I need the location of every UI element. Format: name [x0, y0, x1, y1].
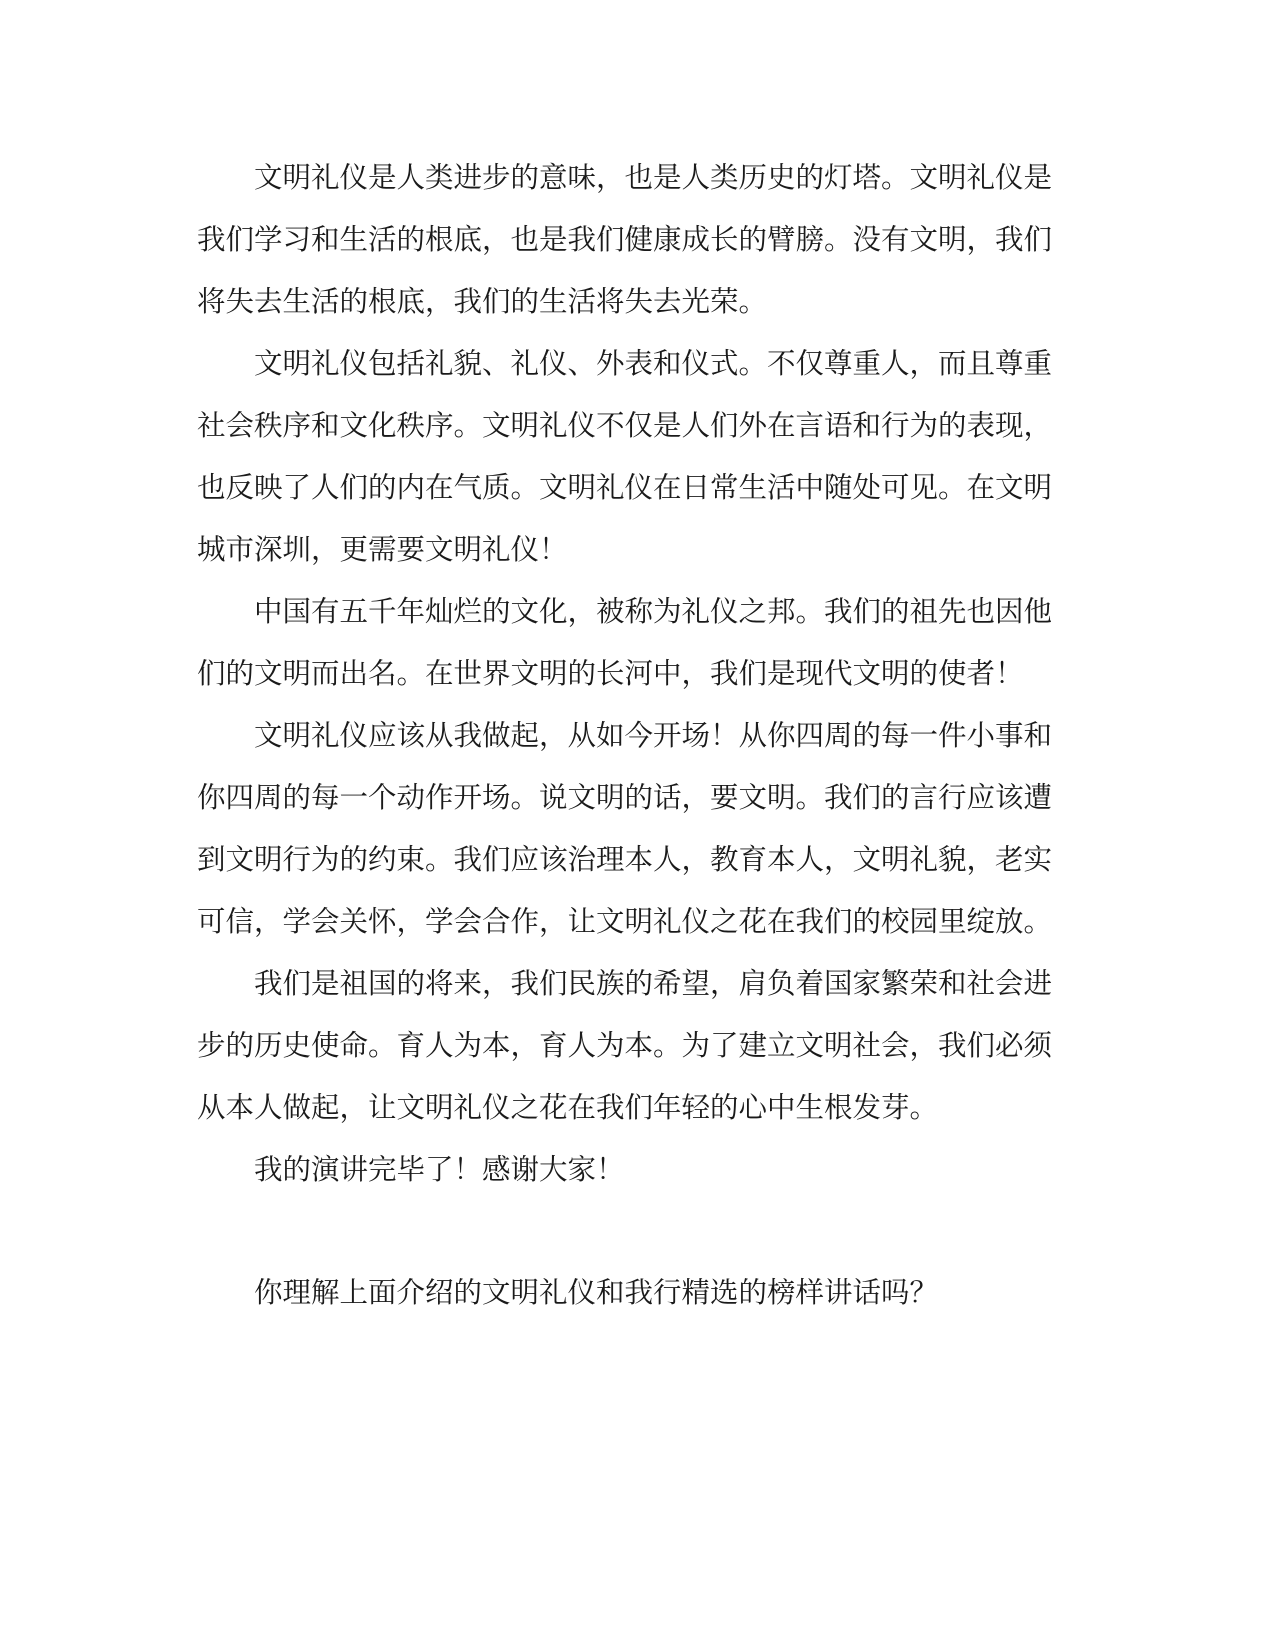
- paragraph-2-line-3: 也反映了人们的内在气质。文明礼仪在日常生活中随处可见。在文明: [197, 471, 1053, 504]
- paragraph-4-line-3: 到文明行为的约束。我们应该治理本人，教育本人，文明礼貌，老实: [197, 843, 1053, 876]
- paragraph-2-line-2: 社会秩序和文化秩序。文明礼仪不仅是人们外在言语和行为的表现，: [197, 409, 1053, 442]
- closing-line: 我的演讲完毕了！感谢大家！: [254, 1153, 625, 1186]
- paragraph-1-line-2: 我们学习和生活的根底，也是我们健康成长的臂膀。没有文明，我们: [197, 223, 1053, 256]
- paragraph-4-line-1: 文明礼仪应该从我做起，从如今开场！从你四周的每一件小事和: [254, 719, 1053, 752]
- paragraph-1-line-3: 将失去生活的根底，我们的生活将失去光荣。: [197, 285, 768, 318]
- paragraph-5-line-1: 我们是祖国的将来，我们民族的希望，肩负着国家繁荣和社会进: [254, 967, 1053, 1000]
- paragraph-3-line-1: 中国有五千年灿烂的文化，被称为礼仪之邦。我们的祖先也因他: [254, 595, 1053, 628]
- paragraph-5-line-3: 从本人做起，让文明礼仪之花在我们年轻的心中生根发芽。: [197, 1091, 939, 1124]
- paragraph-3-line-2: 们的文明而出名。在世界文明的长河中，我们是现代文明的使者！: [197, 657, 1024, 690]
- paragraph-4-line-4: 可信，学会关怀，学会合作，让文明礼仪之花在我们的校园里绽放。: [197, 905, 1053, 938]
- question-line: 你理解上面介绍的文明礼仪和我行精选的榜样讲话吗？: [254, 1276, 939, 1309]
- paragraph-5-line-2: 步的历史使命。育人为本，育人为本。为了建立文明社会，我们必须: [197, 1029, 1053, 1062]
- paragraph-2-line-1: 文明礼仪包括礼貌、礼仪、外表和仪式。不仅尊重人，而且尊重: [254, 347, 1053, 380]
- paragraph-4-line-2: 你四周的每一个动作开场。说文明的话，要文明。我们的言行应该遭: [197, 781, 1053, 814]
- paragraph-1-line-1: 文明礼仪是人类进步的意味，也是人类历史的灯塔。文明礼仪是: [254, 161, 1053, 194]
- paragraph-2-line-4: 城市深圳，更需要文明礼仪！: [197, 533, 568, 566]
